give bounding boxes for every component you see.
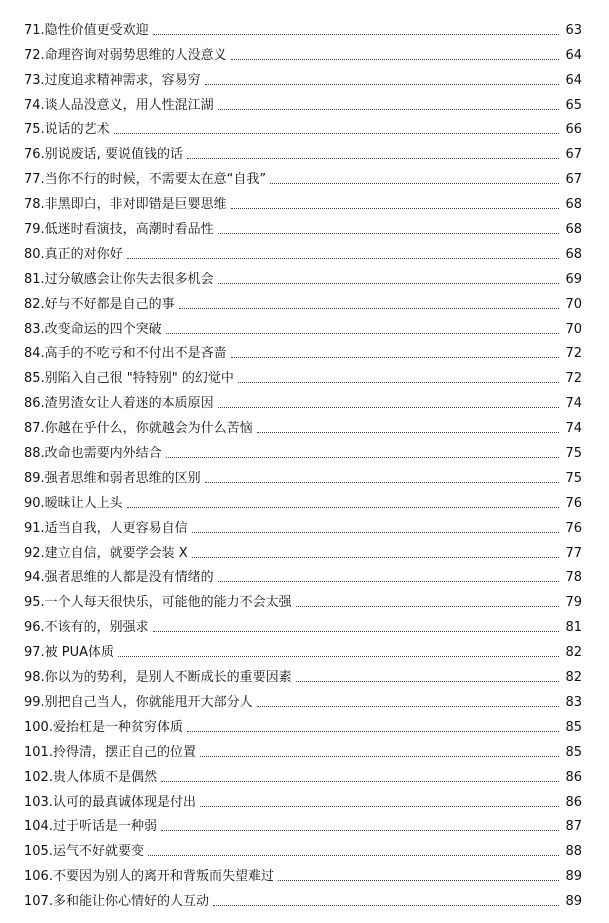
toc-entry[interactable] (24, 661, 582, 686)
toc-entry-title: 107.多和能让你心情好的人互动 (24, 894, 209, 910)
dot-leader (218, 233, 560, 234)
toc-entry[interactable] (24, 860, 582, 885)
toc-entry-page-number: 72 (565, 371, 582, 387)
toc-entry[interactable] (24, 213, 582, 238)
toc-entry-page-number: 85 (565, 719, 582, 735)
toc-entry-title: 106.不要因为别人的离开和背叛而失望难过 (24, 869, 274, 885)
toc-entry[interactable] (24, 586, 582, 611)
toc-entry-page-number: 72 (565, 346, 582, 362)
dot-leader (257, 432, 560, 433)
dot-leader (205, 482, 560, 483)
toc-entry-title: 74.谈人品没意义，用人性混江湖 (24, 97, 214, 113)
toc-entry-title: 80.真正的对你好 (24, 246, 123, 262)
toc-entry-page-number: 82 (565, 645, 582, 661)
toc-entry-title: 81.过分敏感会让你失去很多机会 (24, 271, 214, 287)
table-of-contents (24, 14, 582, 910)
toc-entry-title: 103.认可的最真诚体现是付出 (24, 794, 196, 810)
toc-entry-title: 94.强者思维的人都是没有情绪的 (24, 570, 214, 586)
toc-entry-title: 78.非黑即白，非对即错是巨婴思维 (24, 197, 227, 213)
toc-entry[interactable] (24, 114, 582, 139)
toc-entry-title: 104.过于听话是一种弱 (24, 819, 157, 835)
dot-leader (213, 905, 560, 906)
toc-entry[interactable] (24, 761, 582, 786)
toc-entry-page-number: 68 (565, 197, 582, 213)
dot-leader (166, 333, 560, 334)
dot-leader (231, 357, 560, 358)
toc-entry[interactable] (24, 736, 582, 761)
toc-entry[interactable] (24, 238, 582, 263)
toc-entry-page-number: 76 (565, 520, 582, 536)
toc-entry[interactable] (24, 313, 582, 338)
toc-entry-page-number: 67 (565, 147, 582, 163)
toc-entry-title: 82.好与不好都是自己的事 (24, 296, 175, 312)
dot-leader (205, 84, 560, 85)
toc-entry-page-number: 66 (565, 122, 582, 138)
toc-entry[interactable] (24, 437, 582, 462)
dot-leader (148, 855, 560, 856)
toc-entry-title: 92.建立自信，就要学会装 X (24, 545, 188, 561)
toc-entry-page-number: 68 (565, 222, 582, 238)
dot-leader (231, 59, 560, 60)
toc-entry-page-number: 85 (565, 744, 582, 760)
dot-leader (218, 283, 560, 284)
toc-entry[interactable] (24, 138, 582, 163)
toc-entry[interactable] (24, 163, 582, 188)
toc-entry[interactable] (24, 362, 582, 387)
toc-entry-page-number: 75 (565, 446, 582, 462)
dot-leader (278, 880, 560, 881)
toc-entry-page-number: 82 (565, 670, 582, 686)
dot-leader (153, 34, 560, 35)
toc-entry-title: 83.改变命运的四个突破 (24, 321, 162, 337)
toc-entry[interactable] (24, 14, 582, 39)
toc-entry[interactable] (24, 263, 582, 288)
toc-entry[interactable] (24, 611, 582, 636)
toc-entry-page-number: 78 (565, 570, 582, 586)
toc-entry-page-number: 70 (565, 296, 582, 312)
dot-leader (218, 109, 560, 110)
toc-entry-page-number: 74 (565, 421, 582, 437)
toc-entry-title: 100.爱抬杠是一种贫穷体质 (24, 719, 183, 735)
dot-leader (231, 208, 560, 209)
toc-entry[interactable] (24, 885, 582, 910)
toc-entry-title: 105.运气不好就要变 (24, 844, 144, 860)
dot-leader (200, 806, 560, 807)
toc-entry[interactable] (24, 89, 582, 114)
toc-entry-title: 91.适当自我，人更容易自信 (24, 520, 188, 536)
dot-leader (153, 631, 560, 632)
dot-leader (218, 581, 560, 582)
toc-entry[interactable] (24, 39, 582, 64)
dot-leader (161, 781, 560, 782)
dot-leader (192, 532, 560, 533)
toc-entry-title: 84.高手的不吃亏和不付出不是吝啬 (24, 346, 227, 362)
toc-entry-page-number: 63 (565, 22, 582, 38)
toc-entry-title: 79.低迷时看演技，高潮时看品性 (24, 222, 214, 238)
toc-entry-title: 95.一个人每天很快乐，可能他的能力不会太强 (24, 595, 292, 611)
toc-entry[interactable] (24, 338, 582, 363)
toc-entry-page-number: 69 (565, 271, 582, 287)
toc-entry[interactable] (24, 711, 582, 736)
toc-entry-title: 72.命理咨询对弱势思维的人没意义 (24, 47, 227, 63)
toc-entry[interactable] (24, 288, 582, 313)
toc-entry-title: 75.说话的艺术 (24, 122, 110, 138)
toc-entry[interactable] (24, 636, 582, 661)
toc-entry-title: 77.当你不行的时候，不需要太在意“自我” (24, 172, 267, 188)
toc-entry-title: 87.你越在乎什么，你就越会为什么苦恼 (24, 421, 253, 437)
toc-entry-page-number: 87 (565, 819, 582, 835)
dot-leader (187, 731, 560, 732)
toc-entry-page-number: 83 (565, 694, 582, 710)
toc-entry[interactable] (24, 487, 582, 512)
toc-entry-title: 97.被 PUA体质 (24, 645, 115, 661)
toc-entry[interactable] (24, 462, 582, 487)
toc-entry-page-number: 64 (565, 47, 582, 63)
toc-entry-title: 73.过度追求精神需求，容易穷 (24, 72, 201, 88)
toc-entry-page-number: 88 (565, 844, 582, 860)
toc-entry[interactable] (24, 387, 582, 412)
toc-entry-title: 76.别说废话, 要说值钱的话 (24, 147, 183, 163)
toc-entry-page-number: 86 (565, 769, 582, 785)
toc-entry-page-number: 79 (565, 595, 582, 611)
toc-entry-page-number: 89 (565, 894, 582, 910)
dot-leader (257, 706, 560, 707)
toc-entry-title: 89.强者思维和弱者思维的区别 (24, 470, 201, 486)
toc-entry-page-number: 74 (565, 396, 582, 412)
toc-entry-title: 90.暧昧让人上头 (24, 495, 123, 511)
dot-leader (114, 133, 560, 134)
toc-entry[interactable] (24, 64, 582, 89)
dot-leader (187, 158, 560, 159)
dot-leader (127, 507, 560, 508)
dot-leader (166, 457, 560, 458)
toc-entry-page-number: 65 (565, 97, 582, 113)
toc-entry-page-number: 70 (565, 321, 582, 337)
dot-leader (161, 830, 560, 831)
toc-entry-title: 88.改命也需要内外结合 (24, 446, 162, 462)
dot-leader (200, 756, 560, 757)
toc-entry-title: 102.贵人体质不是偶然 (24, 769, 157, 785)
toc-entry-page-number: 81 (565, 620, 582, 636)
toc-entry[interactable] (24, 562, 582, 587)
dot-leader (296, 606, 560, 607)
toc-entry-title: 101.拎得清，摆正自己的位置 (24, 744, 196, 760)
dot-leader (179, 308, 560, 309)
toc-entry[interactable] (24, 686, 582, 711)
toc-entry[interactable] (24, 811, 582, 836)
toc-entry-page-number: 68 (565, 246, 582, 262)
toc-entry-title: 85.别陷入自己很 "特特别" 的幻觉中 (24, 371, 234, 387)
toc-entry[interactable] (24, 412, 582, 437)
toc-entry[interactable] (24, 786, 582, 811)
toc-entry[interactable] (24, 537, 582, 562)
toc-entry[interactable] (24, 188, 582, 213)
dot-leader (238, 382, 560, 383)
toc-entry-title: 71.隐性价值更受欢迎 (24, 22, 149, 38)
toc-entry-page-number: 75 (565, 470, 582, 486)
dot-leader (218, 407, 560, 408)
toc-entry-title: 98.你以为的势利，是别人不断成长的重要因素 (24, 670, 292, 686)
toc-entry-page-number: 64 (565, 72, 582, 88)
toc-entry-page-number: 67 (565, 172, 582, 188)
toc-entry-page-number: 76 (565, 495, 582, 511)
toc-entry-page-number: 86 (565, 794, 582, 810)
toc-entry[interactable] (24, 835, 582, 860)
toc-entry-title: 99.别把自己当人，你就能甩开大部分人 (24, 694, 253, 710)
toc-entry-page-number: 77 (565, 545, 582, 561)
dot-leader (118, 656, 559, 657)
toc-entry-title: 96.不该有的，别强求 (24, 620, 149, 636)
dot-leader (296, 681, 560, 682)
dot-leader (127, 258, 560, 259)
dot-leader (270, 183, 559, 184)
toc-entry-page-number: 89 (565, 869, 582, 885)
toc-entry-title: 86.渣男渣女让人着迷的本质原因 (24, 396, 214, 412)
dot-leader (192, 557, 560, 558)
toc-entry[interactable] (24, 512, 582, 537)
